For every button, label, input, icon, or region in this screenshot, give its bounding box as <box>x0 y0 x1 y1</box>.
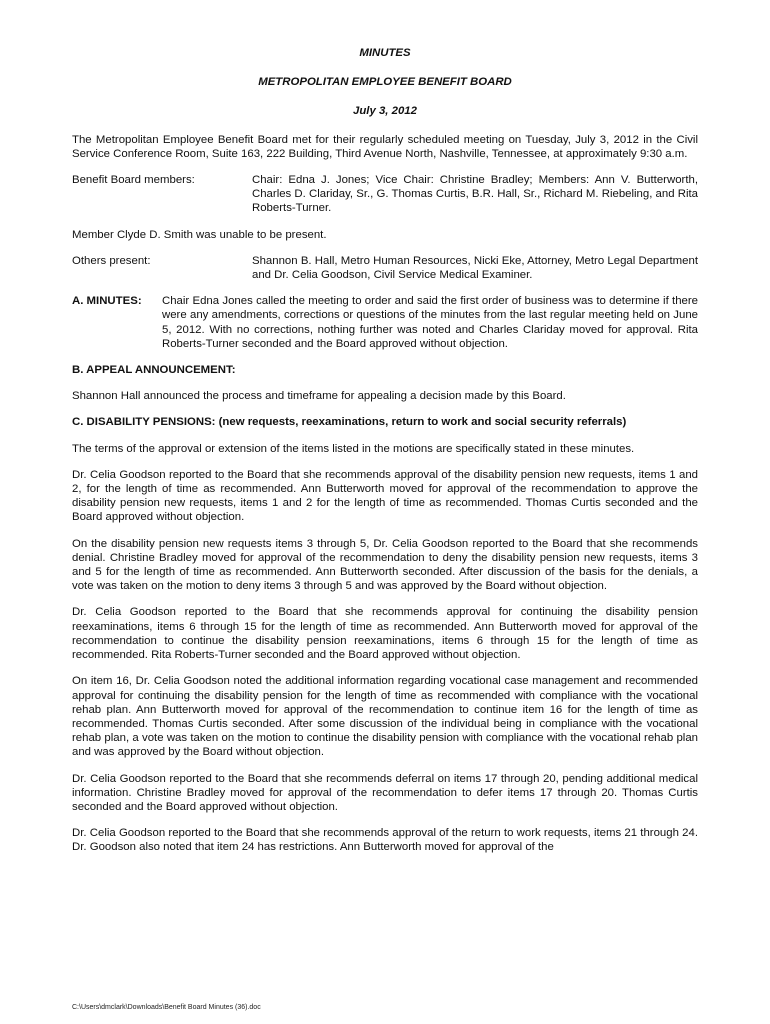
document-body <box>72 46 698 867</box>
doc-title: MINUTES <box>359 47 411 59</box>
section-a-text: Chair Edna Jones called the meeting to order and said the first order of business was to determine if there were any amendments, corrections or questions of the minutes from the last regular meeting held on June 5, 2012. With no corrections, nothing further was noted and Charles Clariday moved for approval. Rita Roberts-Turner seconded and the Board approved without objection. <box>162 295 698 350</box>
others-row <box>72 254 698 282</box>
section-c-paragraph: On item 16, Dr. Celia Goodson noted the additional information regarding vocational case management and recommended approval for continuing the disability pension for the length of time as recommended with compliance with the vocational rehab plan. Ann Butterworth moved for approval of the recommendation to continue item 16 for the length of time as recommended. Thomas Curtis seconded. After some discussion of the individual being in compliance with the vocational rehab plan, a vote was taken on the motion to continue the disability pension with compliance with the vocational rehab plan and was approved by the Board without objection. <box>72 675 698 759</box>
others-list: Shannon B. Hall, Metro Human Resources, Nicki Eke, Attorney, Metro Legal Department and Dr. Celia Goodson, Civil Service Medical Examiner. <box>252 254 698 282</box>
section-a <box>72 294 698 351</box>
members-list: Chair: Edna J. Jones; Vice Chair: Christine Bradley; Members: Ann V. Butterworth, Charles D. Clariday, Sr., G. Thomas Curtis, B.R. Hall, Sr., Richard M. Riebeling, and Rita Roberts-Turner. <box>252 174 698 215</box>
file-path-footer: C:\Users\dmclark\Downloads\Benefit Board Minutes (36).doc <box>72 1004 261 1011</box>
absent-note: Member Clyde D. Smith was unable to be present. <box>72 228 327 241</box>
intro-paragraph: The Metropolitan Employee Benefit Board met for their regularly scheduled meeting on Tuesday, July 3, 2012 in the Civil Service Conference Room, Suite 163, 222 Building, Third Avenue North, Nashville, Tennessee, at approximately 9:30 a.m. <box>72 133 698 160</box>
section-c-paragraph: The terms of the approval or extension of the items listed in the motions are specifically stated in these minutes. <box>72 442 635 455</box>
section-c-heading: C. DISABILITY PENSIONS: (new requests, reexaminations, return to work and social security referrals) <box>72 416 627 429</box>
section-c-paragraph: Dr. Celia Goodson reported to the Board that she recommends approval of the return to work requests, items 21 through 24. Dr. Goodson also noted that item 24 has restrictions. Ann Butterworth moved for approval of the <box>72 827 698 854</box>
section-c-paragraph: Dr. Celia Goodson reported to the Board that she recommends approval for continuing the disability pension reexaminations, items 6 through 15 for the length of time as recommended. Ann Butterworth moved for approval of the recommendation to continue the disability pension reexaminations, items 6 through 15 for the length of time as recommended. Rita Roberts-Turner seconded and the Board approved without objection. <box>72 606 698 662</box>
section-b-heading: B. APPEAL ANNOUNCEMENT: <box>72 364 236 377</box>
org-name: METROPOLITAN EMPLOYEE BENEFIT BOARD <box>258 76 512 89</box>
members-label: Benefit Board members: <box>72 174 195 187</box>
members-row <box>72 173 698 216</box>
section-c-paragraph: Dr. Celia Goodson reported to the Board that she recommends approval of the disability pension new requests, items 1 and 2, for the length of time as recommended. Ann Butterworth moved for approval of the recommendation to approve the disability pension new requests, items 1 and 2 for the length of time as recommended. Thomas Curtis seconded and the Board approved without objection. <box>72 468 698 524</box>
section-a-label: A. MINUTES: <box>72 295 142 308</box>
meeting-date: July 3, 2012 <box>353 105 417 118</box>
section-c-paragraph: Dr. Celia Goodson reported to the Board that she recommends deferral on items 17 through 20, pending additional medical information. Christine Bradley moved for approval of the recommendation to defer items 17 through 20. Thomas Curtis seconded and the Board approved without objection. <box>72 772 698 813</box>
section-b-text: Shannon Hall announced the process and timeframe for appealing a decision made by this Board. <box>72 390 566 403</box>
others-label: Others present: <box>72 254 151 267</box>
section-c-paragraph: On the disability pension new requests items 3 through 5, Dr. Celia Goodson reported to the Board that she recommends denial. Christine Bradley moved for approval of the recommendation to deny the disability pension new requests, items 3 and 5 for the length of time as recommended. Ann Butterworth seconded. After discussion of the basis for the denials, a vote was taken on the motion to deny items 3 through 5 and was approved by the Board without objection. <box>72 537 698 593</box>
